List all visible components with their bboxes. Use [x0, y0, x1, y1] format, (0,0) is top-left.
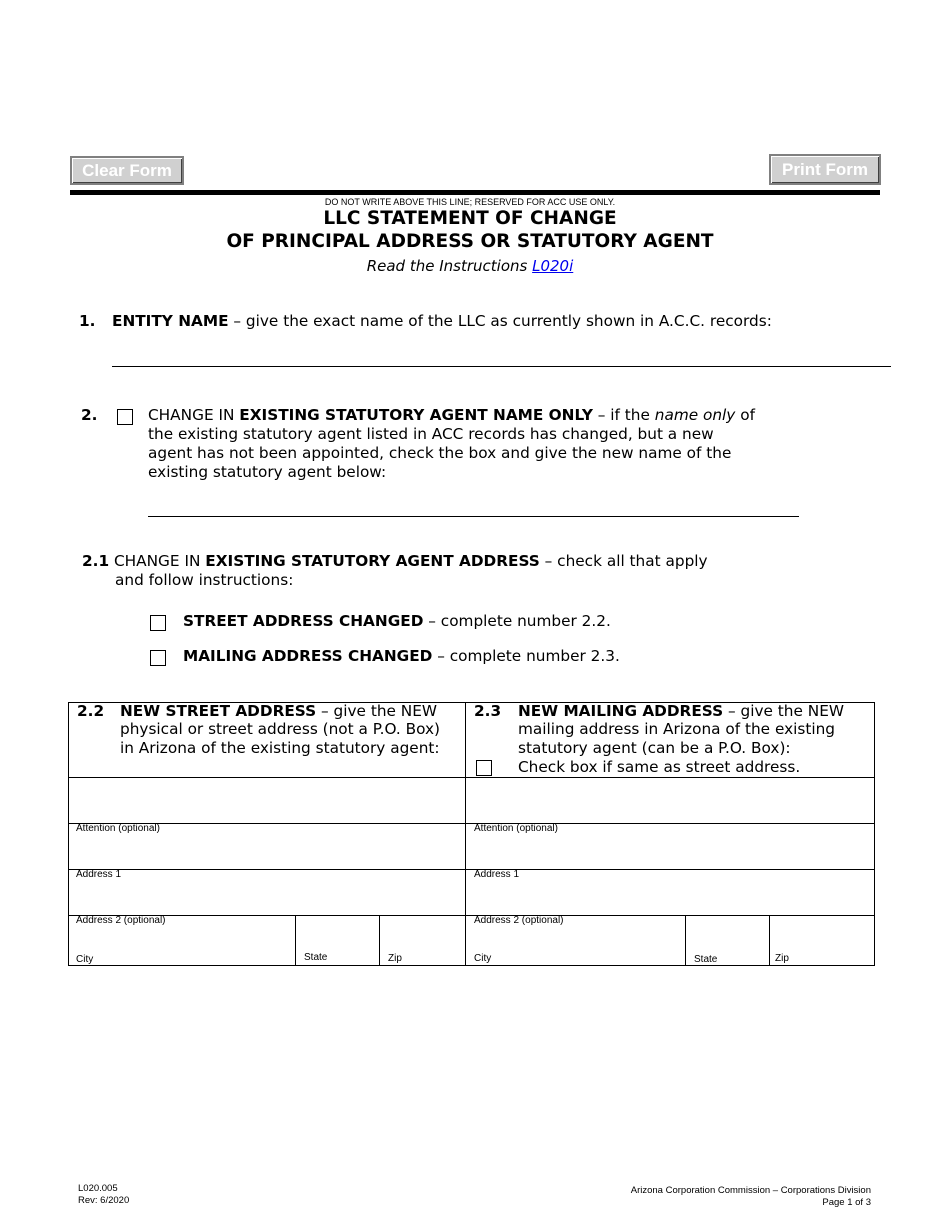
reserved-notice: DO NOT WRITE ABOVE THIS LINE; RESERVED FOR ACC USE ONLY.	[324, 197, 616, 207]
street-name-field[interactable]	[69, 778, 465, 823]
footer-right	[631, 1185, 871, 1209]
street-state-label: State	[304, 952, 328, 963]
section23-line4: Check box if same as street address.	[518, 758, 801, 776]
section23-number: 2.3	[474, 702, 502, 720]
revision-date: Rev: 6/2020	[78, 1195, 130, 1206]
section22-number: 2.2	[77, 702, 105, 720]
section23-line2: mailing address in Arizona of the existing	[518, 720, 836, 738]
form-title-line2: OF PRINCIPAL ADDRESS OR STATUTORY AGENT	[226, 231, 714, 252]
section2-line1: CHANGE IN EXISTING STATUTORY AGENT NAME ONLY – if the name only of	[148, 406, 755, 424]
section1-number: 1.	[79, 312, 96, 330]
section2-number: 2.	[81, 406, 98, 424]
instructions-link[interactable]: L020i	[532, 257, 574, 275]
section1-heading: ENTITY NAME – give the exact name of the LLC as currently shown in A.C.C. records:	[112, 312, 772, 330]
section22-line2: physical or street address (not a P.O. Box)	[120, 720, 441, 738]
mailing-address2-label: Address 2 (optional)	[474, 915, 564, 926]
mailing-city-state-divider	[685, 915, 686, 966]
mailing-state-label: State	[694, 954, 718, 965]
row-divider-1	[68, 823, 875, 824]
mailing-zip-label: Zip	[775, 953, 789, 964]
section22-line1: NEW STREET ADDRESS – give the NEW	[120, 702, 438, 720]
street-zip-label: Zip	[388, 953, 402, 964]
row-divider-3	[68, 915, 875, 916]
street-attention-label: Attention (optional)	[76, 823, 160, 834]
page-number: Page 1 of 3	[822, 1197, 871, 1208]
same-as-street-checkbox[interactable]	[476, 760, 492, 776]
section2-line2: the existing statutory agent listed in ACC records has changed, but a new	[148, 425, 714, 443]
mailing-state-zip-divider	[769, 915, 770, 966]
section2-line3: agent has not been appointed, check the box and give the new name of the	[148, 444, 732, 462]
street-address2-label: Address 2 (optional)	[76, 915, 166, 926]
address-column-divider	[465, 702, 466, 966]
section23-line1: NEW MAILING ADDRESS – give the NEW	[518, 702, 844, 720]
section21-line2: and follow instructions:	[115, 571, 294, 589]
form-code: L020.005	[78, 1183, 118, 1194]
street-state-zip-divider	[379, 915, 380, 966]
form-title-line1: LLC STATEMENT OF CHANGE	[323, 208, 617, 229]
mailing-city-label: City	[474, 953, 492, 964]
entity-name-input[interactable]	[112, 366, 891, 367]
mailing-address-changed-label: MAILING ADDRESS CHANGED – complete number 2.3.	[183, 647, 620, 665]
mailing-name-field[interactable]	[466, 778, 874, 823]
header-rule	[70, 190, 880, 195]
street-city-label: City	[76, 954, 94, 965]
mailing-attention-label: Attention (optional)	[474, 823, 558, 834]
section22-line3: in Arizona of the existing statutory agent:	[120, 739, 440, 757]
agency-name: Arizona Corporation Commission – Corporations Division	[630, 1185, 871, 1196]
print-form-button[interactable]: Print Form	[769, 154, 881, 185]
street-address-changed-label: STREET ADDRESS CHANGED – complete number 2.2.	[183, 612, 611, 630]
mailing-address1-label: Address 1	[474, 869, 520, 880]
row-divider-2	[68, 869, 875, 870]
section2-line4: existing statutory agent below:	[148, 463, 387, 481]
clear-form-button[interactable]: Clear Form	[70, 156, 184, 185]
agent-name-change-checkbox[interactable]	[117, 409, 133, 425]
street-city-state-divider	[295, 915, 296, 966]
new-agent-name-input[interactable]	[148, 516, 799, 517]
street-address-changed-checkbox[interactable]	[150, 615, 166, 631]
section23-line3: statutory agent (can be a P.O. Box):	[518, 739, 791, 757]
section21-line1: 2.1 CHANGE IN EXISTING STATUTORY AGENT ADDRESS – check all that apply	[82, 552, 708, 570]
instructions-line: Read the Instructions L020i	[366, 257, 574, 275]
mailing-address-changed-checkbox[interactable]	[150, 650, 166, 666]
street-address1-label: Address 1	[76, 869, 122, 880]
footer-left	[78, 1183, 129, 1207]
